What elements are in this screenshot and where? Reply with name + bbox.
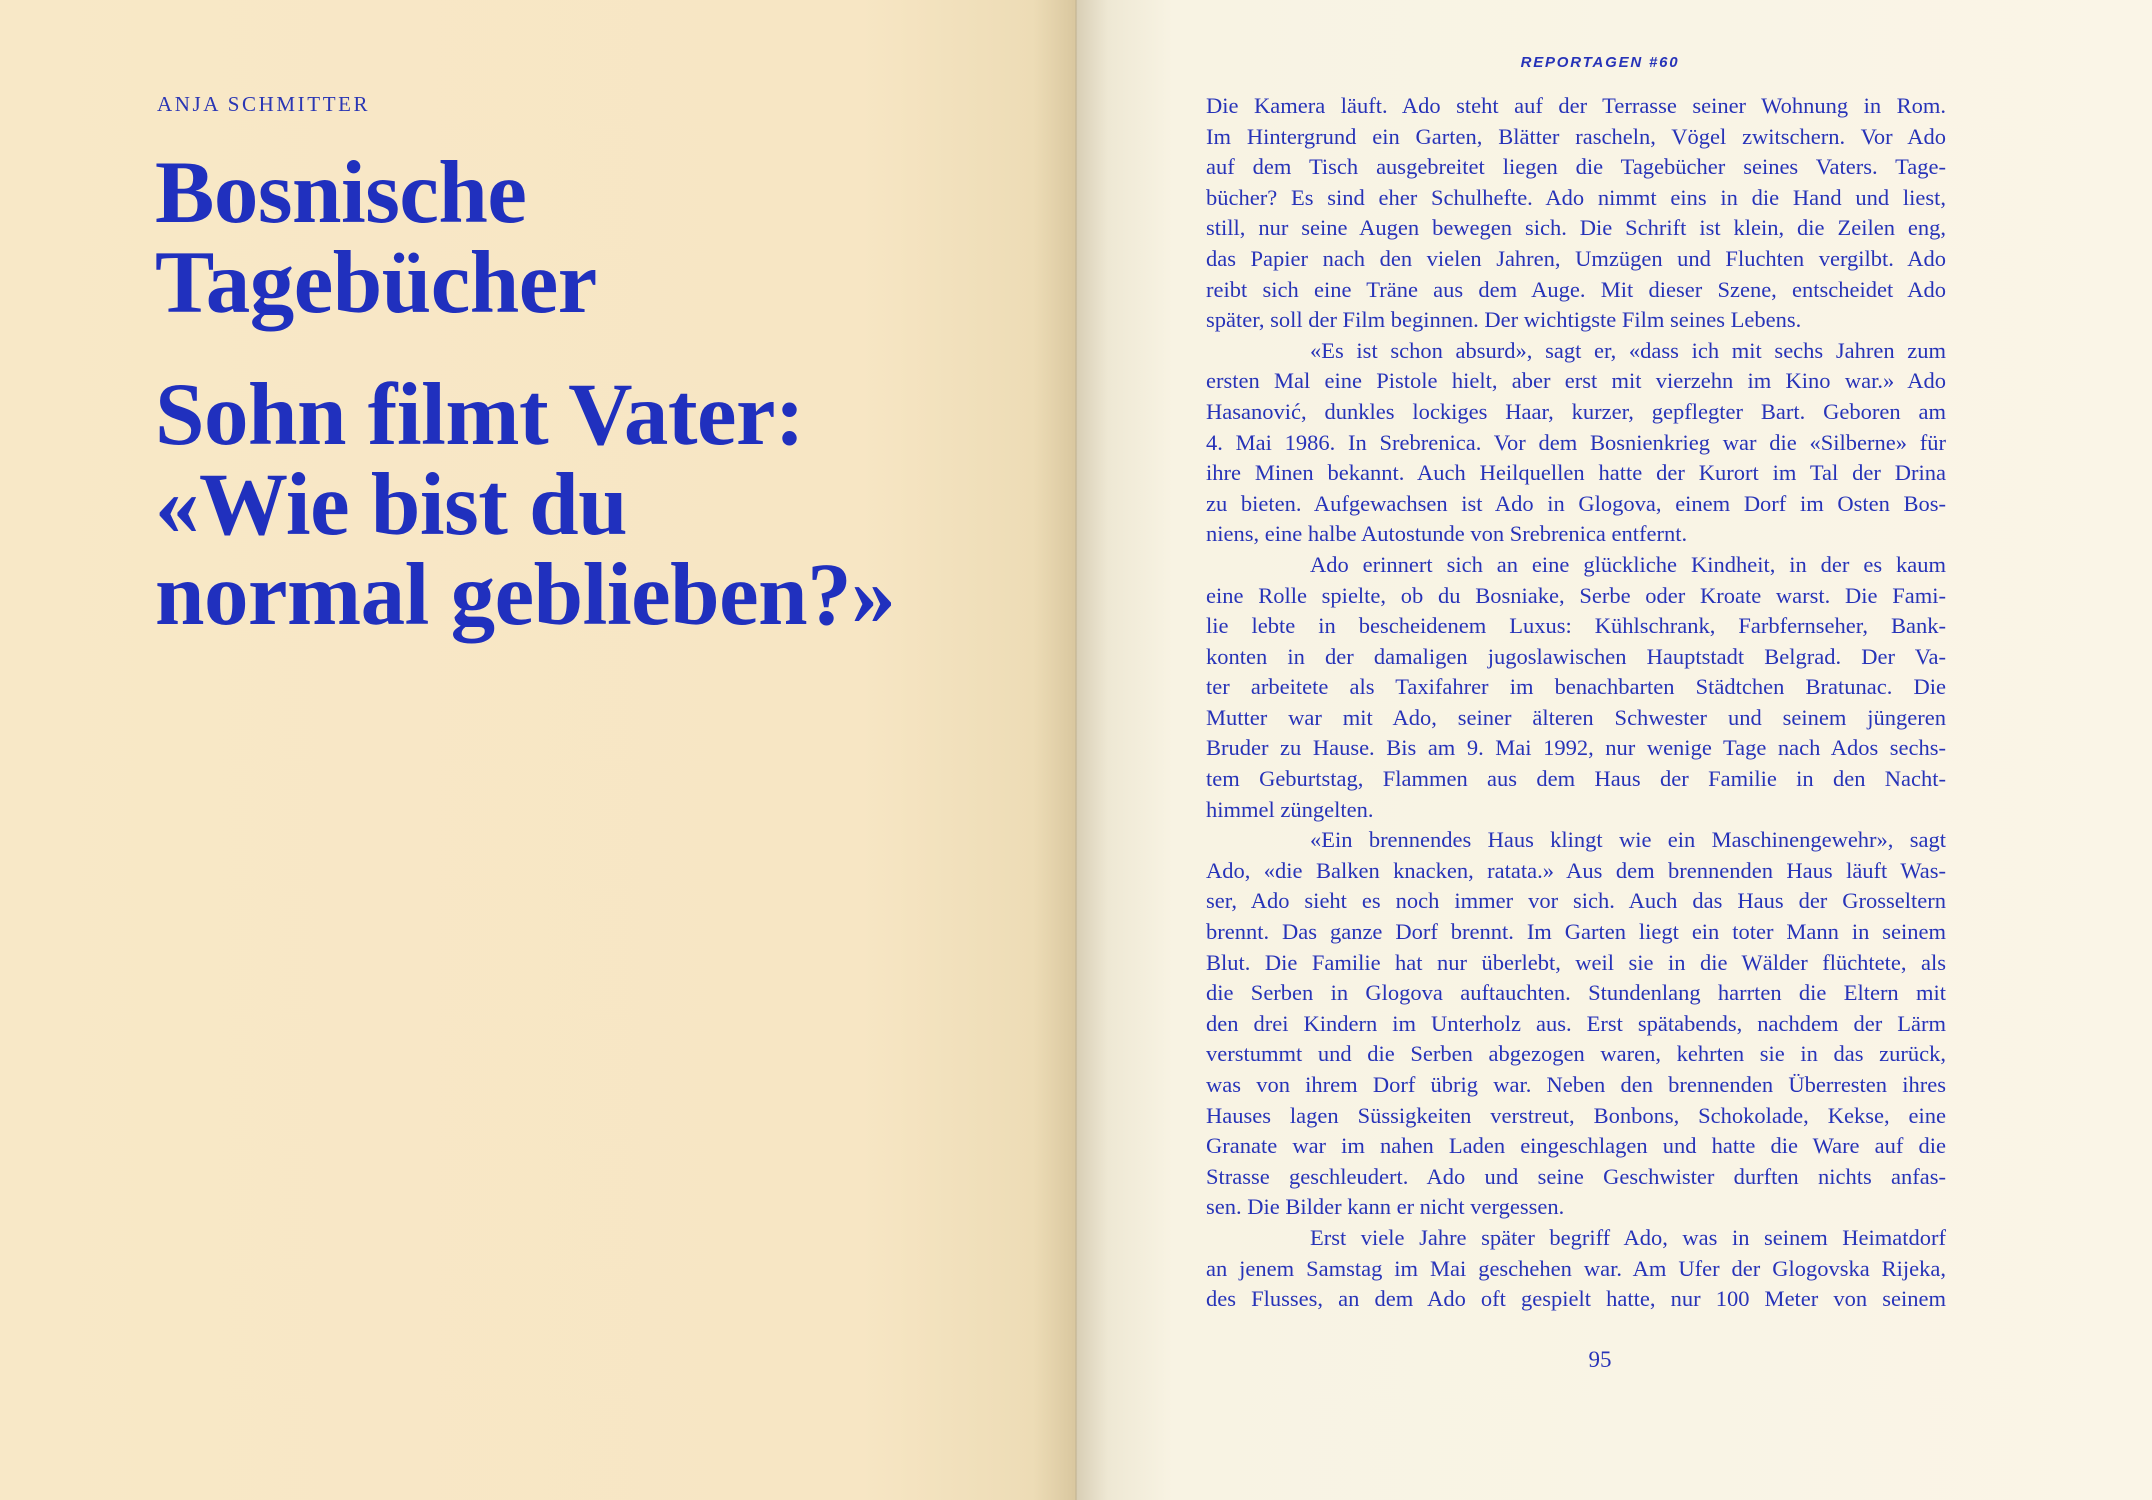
body-line: konten in der damaligen jugoslawischen Hauptstadt Belgrad. Der Va- — [1206, 643, 1946, 669]
body-line: himmel züngelten. — [1206, 796, 1374, 822]
body-line: des Flusses, an dem Ado oft gespielt hatte, nur 100 Meter von seinem — [1206, 1286, 1946, 1312]
body-line: auf dem Tisch ausgebreitet liegen die Tagebücher seines Vaters. Tage- — [1206, 154, 1946, 180]
body-line: Die Kamera läuft. Ado steht auf der Terrasse seiner Wohnung in Rom. — [1206, 93, 1946, 118]
body-line: Blut. Die Familie hat nur überlebt, weil sie in die Wälder flüchtete, als — [1206, 949, 1946, 975]
body-line: Im Hintergrund ein Garten, Blätter rascheln, Vögel zwitschern. Vor Ado — [1206, 123, 1946, 149]
body-line: bücher? Es sind eher Schulhefte. Ado nimmt eins in die Hand und liest, — [1206, 184, 1946, 210]
body-line: Strasse geschleudert. Ado und seine Geschwister durften nichts anfas- — [1206, 1163, 1946, 1189]
body-line: 4. Mai 1986. In Srebrenica. Vor dem Bosnienkrieg war die «Silberne» für — [1206, 429, 1946, 455]
article-body — [1206, 91, 1946, 1315]
body-line: brennt. Das ganze Dorf brennt. Im Garten liegt ein toter Mann in seinem — [1206, 919, 1946, 945]
body-line: ersten Mal eine Pistole hielt, aber erst mit vierzehn im Kino war.» Ado — [1206, 368, 1946, 394]
subtitle-line: Sohn filmt Vater: — [155, 366, 805, 464]
body-line: zu bieten. Aufgewachsen ist Ado in Glogova, einem Dorf im Osten Bos- — [1206, 490, 1946, 516]
body-line: Granate war im nahen Laden eingeschlagen und hatte die Ware auf die — [1206, 1133, 1946, 1159]
body-line: eine Rolle spielte, ob du Bosniake, Serbe oder Kroate warst. Die Fami- — [1206, 582, 1946, 608]
body-line: sen. Die Bilder kann er nicht vergessen. — [1206, 1194, 1565, 1220]
body-line: reibt sich eine Träne aus dem Auge. Mit dieser Szene, entscheidet Ado — [1206, 276, 1946, 302]
body-line: ter arbeitete als Taxifahrer im benachbarten Städtchen Bratunac. Die — [1206, 674, 1946, 700]
body-line: verstummt und die Serben abgezogen waren, kehrten sie in das zurück, — [1206, 1041, 1946, 1067]
title-line: Bosnische — [155, 144, 527, 242]
running-head: REPORTAGEN #60 — [1520, 54, 1680, 71]
body-line: niens, eine halbe Autostunde von Srebrenica entfernt. — [1206, 521, 1688, 547]
body-line: was von ihrem Dorf übrig war. Neben den brennenden Überresten ihres — [1206, 1072, 1946, 1097]
author-name: ANJA SCHMITTER — [157, 92, 371, 116]
article-subtitle — [155, 366, 896, 644]
body-line: später, soll der Film beginnen. Der wichtigste Film seines Lebens. — [1206, 307, 1802, 333]
body-line: still, nur seine Augen bewegen sich. Die Schrift ist klein, die Zeilen eng, — [1206, 215, 1946, 241]
body-line: Mutter war mit Ado, seiner älteren Schwester und seinem jüngeren — [1206, 704, 1946, 730]
subtitle-line: «Wie bist du — [155, 456, 628, 554]
title-line: Tagebücher — [155, 234, 597, 332]
body-line: den drei Kindern im Unterholz aus. Erst spätabends, nachdem der Lärm — [1206, 1010, 1946, 1036]
body-line: an jenem Samstag im Mai geschehen war. Am Ufer der Glogovska Rijeka, — [1206, 1255, 1946, 1281]
subtitle-line: normal geblieben?» — [155, 546, 896, 644]
body-line: die Serben in Glogova auftauchten. Stundenlang harrten die Eltern mit — [1206, 980, 1946, 1006]
body-line: Hauses lagen Süssigkeiten verstreut, Bonbons, Schokolade, Kekse, eine — [1206, 1102, 1946, 1128]
body-line: Ado erinnert sich an eine glückliche Kindheit, in der es kaum — [1310, 551, 1946, 577]
body-line: das Papier nach den vielen Jahren, Umzügen und Fluchten vergilbt. Ado — [1206, 245, 1946, 271]
body-line: ser, Ado sieht es noch immer vor sich. Auch das Haus der Grosseltern — [1206, 888, 1946, 914]
page-number: 95 — [1588, 1347, 1612, 1372]
body-line: Hasanović, dunkles lockiges Haar, kurzer, gepflegter Bart. Geboren am — [1206, 398, 1946, 424]
body-line: lie lebte in bescheidenem Luxus: Kühlschrank, Farbfernseher, Bank- — [1206, 613, 1946, 639]
body-line: Bruder zu Hause. Bis am 9. Mai 1992, nur wenige Tage nach Ados sechs- — [1206, 735, 1946, 761]
body-line: Erst viele Jahre später begriff Ado, was in seinem Heimatdorf — [1310, 1224, 1946, 1250]
body-line: Ado, «die Balken knacken, ratata.» Aus dem brennenden Haus läuft Was- — [1206, 857, 1946, 883]
book-gutter — [1075, 0, 1077, 1500]
body-line: tem Geburtstag, Flammen aus dem Haus der Familie in den Nacht- — [1206, 766, 1946, 792]
body-line: «Ein brennendes Haus klingt wie ein Maschinengewehr», sagt — [1310, 827, 1946, 853]
body-line: ihre Minen bekannt. Auch Heilquellen hatte der Kurort im Tal der Drina — [1206, 460, 1946, 486]
article-title — [155, 144, 597, 332]
body-line: «Es ist schon absurd», sagt er, «dass ich mit sechs Jahren zum — [1310, 337, 1946, 363]
